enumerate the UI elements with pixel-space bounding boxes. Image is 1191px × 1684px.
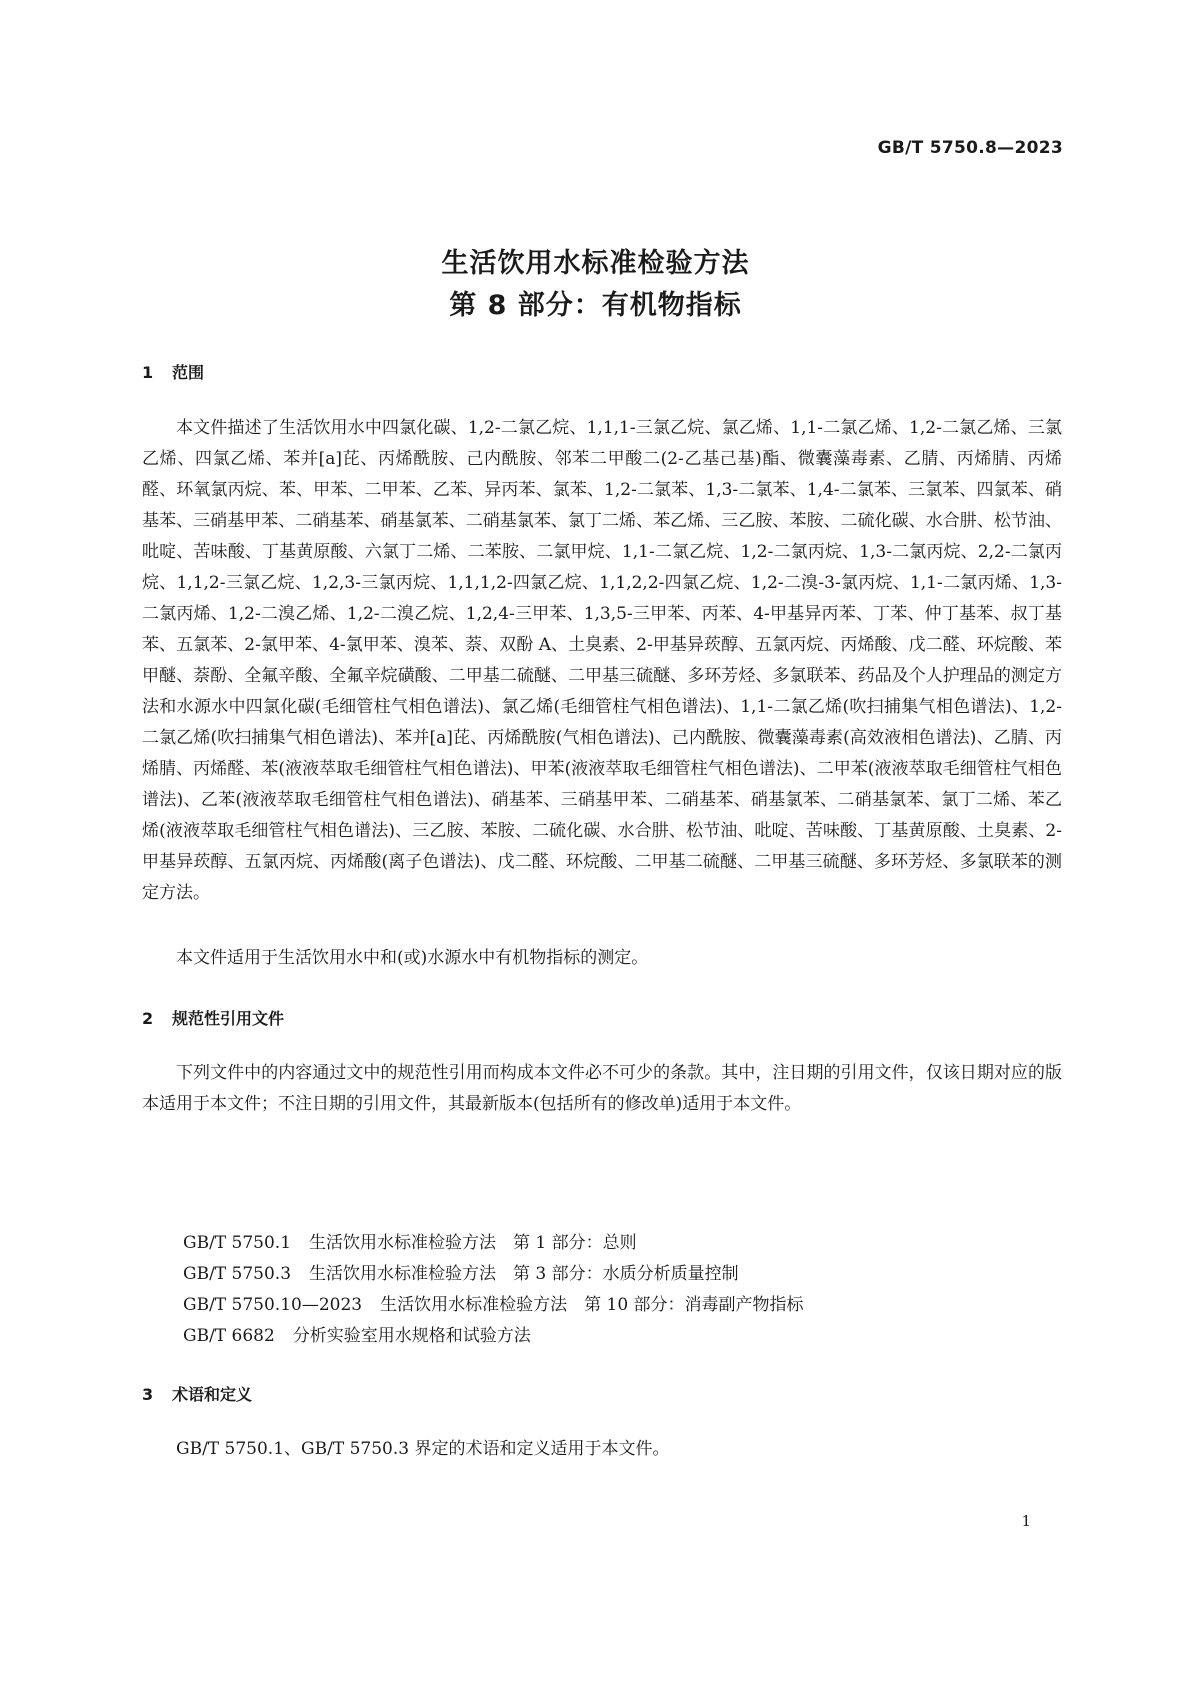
reference-item (183, 1259, 804, 1290)
section-number: 3 (142, 1385, 154, 1404)
reference-title: 分析实验室用水规格和试验方法 (292, 1326, 531, 1346)
reference-item (183, 1228, 804, 1259)
section-number: 1 (142, 363, 154, 382)
reference-item (183, 1321, 804, 1352)
reference-code: GB/T 5750.1 (183, 1233, 292, 1253)
reference-title: 生活饮用水标准检验方法 第 1 部分：总则 (309, 1233, 637, 1253)
section-2-paragraph-1: 下列文件中的内容通过文中的规范性引用而构成本文件必不可少的条款。其中，注日期的引用文件，仅该日期对应的版本适用于本文件；不注日期的引用文件，其最新版本(包括所有的修改单)适用于本文件。 (142, 1063, 1062, 1114)
reference-code: GB/T 5750.3 (183, 1264, 292, 1284)
section-title: 术语和定义 (172, 1385, 253, 1404)
standard-code: GB/T 5750.8—2023 (877, 138, 1063, 158)
reference-code: GB/T 6682 (183, 1326, 275, 1346)
section-title: 规范性引用文件 (172, 1009, 285, 1028)
section-3-heading (142, 1382, 252, 1405)
page-number: 1 (1021, 1512, 1031, 1530)
reference-item (183, 1290, 804, 1321)
document-title (0, 243, 1191, 327)
section-1-heading (142, 360, 204, 383)
section-2-heading (142, 1006, 284, 1029)
section-title: 范围 (172, 363, 205, 382)
title-line-2: 第 8 部分：有机物指标 (449, 290, 742, 321)
section-3-paragraph-1: GB/T 5750.1、GB/T 5750.3 界定的术语和定义适用于本文件。 (176, 1439, 670, 1459)
section-1-paragraph-1: 本文件描述了生活饮用水中四氯化碳、1,2-二氯乙烷、1,1,1-三氯乙烷、氯乙烯、1,1-二氯乙烯、1,2-二氯乙烯、三氯乙烯、四氯乙烯、苯并[a]芘、丙烯酰胺、己内酰胺、邻苯二甲酸二(2-乙基己基)酯、微囊藻毒素、乙腈、丙烯腈、丙烯醛、环氧氯丙烷、苯、甲苯、二甲苯、乙苯、异丙苯、氯苯、1,2-二氯苯、1,3-二氯苯、1,4-二氯苯、三氯苯、四氯苯、硝基苯、三硝基甲苯、二硝基苯、硝基氯苯、二硝基氯苯、氯丁二烯、苯乙烯、三乙胺、苯胺、二硫化碳、水合肼、松节油、吡啶、苦味酸、丁基黄原酸、六氯丁二烯、二苯胺、二氯甲烷、1,1-二氯乙烷、1,2-二氯丙烷、1,3-二氯丙烷、2,2-二氯丙烷、1,1,2-三氯乙烷、1,2,3-三氯丙烷、1,1,1,2-四氯乙烷、1,1,2,2-四氯乙烷、1,2-二溴-3-氯丙烷、1,1-二氯丙烯、1,3-二氯丙烯、1,2-二溴乙烯、1,2-二溴乙烷、1,2,4-三甲苯、1,3,5-三甲苯、丙苯、4-甲基异丙苯、丁苯、仲丁基苯、叔丁基苯、五氯苯、2-氯甲苯、4-氯甲苯、溴苯、萘、双酚 A、土臭素、2-甲基异莰醇、五氯丙烷、丙烯酸、戊二醛、环烷酸、苯甲醚、萘酚、全氟辛酸、全氟辛烷磺酸、二甲基二硫醚、二甲基三硫醚、多环芳烃、多氯联苯、药品及个人护理品的测定方法和水源水中四氯化碳(毛细管柱气相色谱法)、氯乙烯(毛细管柱气相色谱法)、1,1-二氯乙烯(吹扫捕集气相色谱法)、1,2-二氯乙烯(吹扫捕集气相色谱法)、苯并[a]芘、丙烯酰胺(气相色谱法)、己内酰胺、微囊藻毒素(高效液相色谱法)、乙腈、丙烯腈、丙烯醛、苯(液液萃取毛细管柱气相色谱法)、甲苯(液液萃取毛细管柱气相色谱法)、二甲苯(液液萃取毛细管柱气相色谱法)、乙苯(液液萃取毛细管柱气相色谱法)、硝基苯、三硝基甲苯、二硝基苯、硝基氯苯、二硝基氯苯、氯丁二烯、苯乙烯(液液萃取毛细管柱气相色谱法)、三乙胺、苯胺、二硫化碳、水合肼、松节油、吡啶、苦味酸、丁基黄原酸、土臭素、2-甲基异莰醇、五氯丙烷、丙烯酸(离子色谱法)、戊二醛、环烷酸、二甲基二硫醚、二甲基三硫醚、多环芳烃、多氯联苯的测定方法。 (142, 418, 1062, 903)
section-1-paragraph-2: 本文件适用于生活饮用水中和(或)水源水中有机物指标的测定。 (176, 948, 649, 968)
reference-code: GB/T 5750.10—2023 (183, 1295, 363, 1315)
section-number: 2 (142, 1009, 154, 1028)
title-line-1: 生活饮用水标准检验方法 (441, 248, 750, 279)
normative-reference-list (183, 1228, 804, 1352)
reference-title: 生活饮用水标准检验方法 第 10 部分：消毒副产物指标 (380, 1295, 804, 1315)
reference-title: 生活饮用水标准检验方法 第 3 部分：水质分析质量控制 (309, 1264, 739, 1284)
